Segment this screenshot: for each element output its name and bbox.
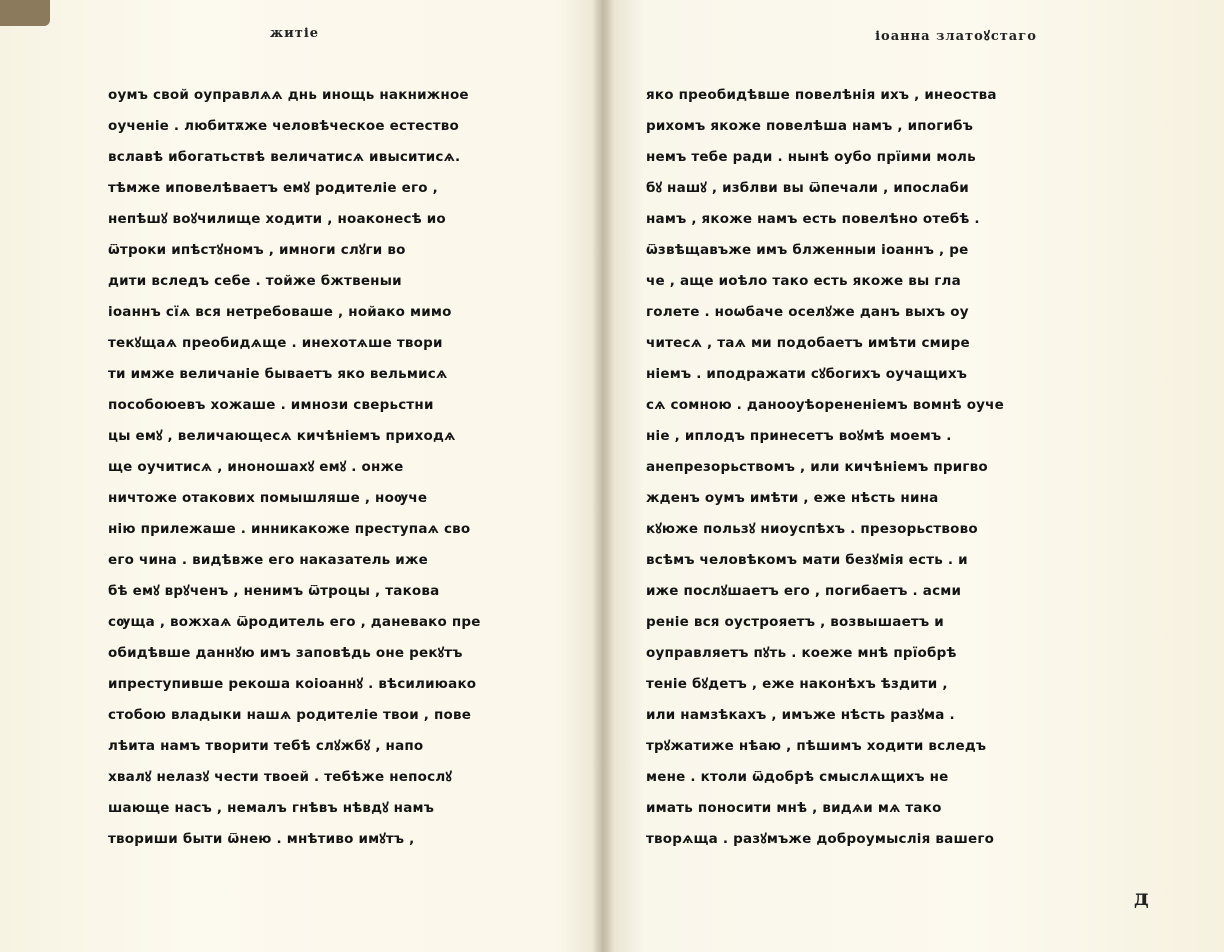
page-number: д	[1134, 885, 1149, 911]
text-line: обидѣвше даннꙋю имъ заповѣдь оне рекꙋтъ	[108, 645, 463, 661]
text-line: шающе насъ , немалъ гнѣвъ нѣвдꙋ намъ	[108, 800, 435, 816]
text-line: кꙋюже пользꙋ ниоуспѣхъ . презорьствово	[646, 521, 978, 537]
right-page	[606, 0, 1224, 952]
text-line: яко преобидѣвше повелѣнія ихъ , инеоства	[646, 87, 997, 103]
text-line: намъ , якоже намъ есть повелѣно отебѣ .	[646, 211, 980, 227]
text-line: цы емꙋ , величающесѧ кичѣніемъ приходѧ	[108, 428, 456, 444]
text-line: всѣмъ человѣкомъ мати безꙋмія есть . и	[646, 552, 968, 568]
text-line: иже послꙋшаетъ его , погибаетъ . асми	[646, 583, 962, 599]
text-line: непѣшꙋ воꙋчилище ходити , ноаконесѣ ио	[108, 211, 446, 227]
text-line: стобою владыки нашѧ родителіе твои , пове	[108, 707, 472, 723]
text-line: сѧ сомною . данооуѣорененіемъ вомнѣ оуче	[646, 397, 1005, 413]
text-line: пособоюевъ хожаше . имнози сверьстни	[108, 397, 434, 413]
text-line: голете . ноѡбаче оселꙋже данъ выхъ оу	[646, 304, 969, 320]
text-line: ти имже величаніе бываетъ яко вельмисѧ	[108, 366, 448, 382]
text-line: ніемъ . иподражати сꙋбогихъ оучащихъ	[646, 366, 968, 382]
right-page-text	[646, 80, 1096, 855]
text-line: теніе бꙋдетъ , еже наконѣхъ ѣздити ,	[646, 676, 948, 692]
corner-tab	[0, 0, 50, 26]
text-line: сѹща , вожхаѧ ѿродитель его , даневако пре	[108, 614, 481, 630]
text-line: нію прилежаше . инникакоже преступаѧ сво	[108, 521, 471, 537]
text-line: или намзѣкахъ , имъже нѣсть разꙋма .	[646, 707, 955, 723]
text-line: хвалꙋ нелазꙋ чести твоей . тебѣже непослꙋ	[108, 769, 452, 785]
text-line: ѿзвѣщавъже имъ блженныи іоаннъ , ре	[646, 242, 969, 258]
text-line: текꙋщаѧ преобидѧще . инехотѧше твори	[108, 335, 443, 351]
left-page-text	[108, 80, 548, 855]
text-line: бꙋ нашꙋ , изблви вы ѿпечали , ипослаби	[646, 180, 969, 196]
text-line: вславѣ ибогатьствѣ величатисѧ ивыситисѧ.	[108, 149, 461, 165]
text-line: трꙋжатиже нѣаю , пѣшимъ ходити вследъ	[646, 738, 987, 754]
text-line: бѣ емꙋ врꙋченъ , ненимъ ѿтроцы , такова	[108, 583, 440, 599]
text-line: немъ тебе ради . нынѣ оубо прїими моль	[646, 149, 976, 165]
text-line: реніе вся оустрояетъ , возвышаетъ и	[646, 614, 944, 630]
left-running-head: житіе	[270, 26, 320, 41]
text-line: жденъ оумъ имѣти , еже нѣсть нина	[646, 490, 939, 506]
text-line: дити вследъ себе . тойже бжтвеныи	[108, 273, 402, 289]
text-line: рихомъ якоже повелѣша намъ , ипогибъ	[646, 118, 974, 134]
left-page	[0, 0, 606, 952]
text-line: ничтоже отакових помышляше , ноѹче	[108, 490, 428, 506]
text-line: оуправляетъ пꙋть . коеже мнѣ прїобрѣ	[646, 645, 957, 661]
text-line: оумъ свой оуправлѧѧ днь инощь накнижное	[108, 87, 469, 103]
text-line: іоаннъ сїѧ вся нетребоваше , нойако мимо	[108, 304, 452, 320]
text-line: читесѧ , таѧ ми подобаетъ имѣти смире	[646, 335, 970, 351]
text-line: че , аще иоѣло тако есть якоже вы гла	[646, 273, 961, 289]
text-line: лѣита намъ творити тебѣ слꙋжбꙋ , напо	[108, 738, 424, 754]
text-line: творѧща . разꙋмъже доброумыслія вашего	[646, 831, 995, 847]
text-line: мене . ктоли ѿдобрѣ смыслѧщихъ не	[646, 769, 949, 785]
text-line: ніе , иплодъ принесетъ воꙋмѣ моемъ .	[646, 428, 952, 444]
right-running-head: іоанна златоꙋстаго	[875, 29, 1037, 44]
text-line: ипреступивше рекоша коіоаннꙋ . вѣсилиюако	[108, 676, 477, 692]
text-line: оученіе . любитѫже человѣческое естество	[108, 118, 459, 134]
text-line: тѣмже иповелѣваетъ емꙋ родителіе его ,	[108, 180, 438, 196]
text-line: ще оучитисѧ , иноношахꙋ емꙋ . онже	[108, 459, 404, 475]
text-line: анепрезорьствомъ , или кичѣніемъ пригво	[646, 459, 988, 475]
text-line: твориши быти ѿнею . мнѣтиво имꙋтъ ,	[108, 831, 415, 847]
text-line: имать поносити мнѣ , видѧи мѧ тако	[646, 800, 942, 816]
text-line: ѿтроки ипѣстꙋномъ , имноги слꙋги во	[108, 242, 406, 258]
text-line: его чина . видѣвже его наказатель иже	[108, 552, 428, 568]
